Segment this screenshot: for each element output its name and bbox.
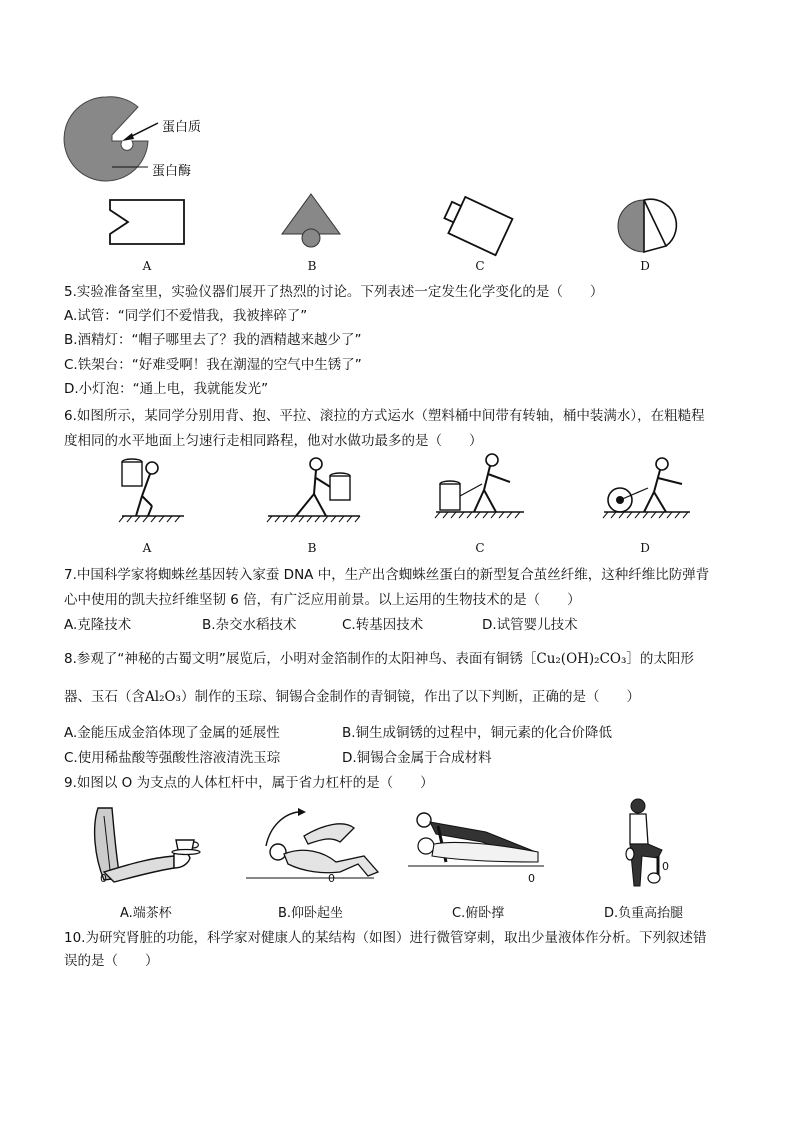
q9-caption-c: C.俯卧撑: [452, 906, 505, 921]
q8-options-row1: [64, 724, 612, 742]
q7-options: [64, 616, 578, 634]
drag-flat-figure: [436, 454, 526, 526]
q8-option-d: D.铜锡合金属于合成材料: [342, 750, 492, 766]
q8-stem-line1: [64, 650, 694, 668]
shape-label-a: A: [142, 259, 152, 273]
q9-caption-d: D.负重高抬腿: [604, 906, 684, 921]
shape-option-c: [440, 192, 520, 262]
pivot-label-b: 0: [328, 872, 335, 885]
q8-option-a: A.金能压成金箔体现了金属的延展性: [64, 725, 280, 741]
q8-stem-line2: [64, 688, 640, 706]
pivot-label-c: 0: [528, 872, 535, 885]
shape-label-c: C: [475, 259, 485, 273]
q10-stem-line2: 误的是（ ）: [64, 953, 159, 969]
q8-stem-line1-post: ］的太阳形: [626, 651, 694, 667]
shape-label-d: D: [640, 259, 650, 273]
lever-arm-cup-figure: [90, 806, 220, 886]
q5-stem: 5.实验准备室里，实验仪器们展开了热烈的讨论。下列表述一定发生化学变化的是（ ）: [64, 284, 604, 300]
shape-option-d: [616, 196, 676, 256]
lever-highknee-figure: [618, 796, 678, 896]
q6-label-d: D: [640, 541, 650, 555]
carry-hold-figure: [266, 456, 366, 528]
q7-stem-line1: 7.中国科学家将蜘蛛丝基因转入家蚕 DNA 中，生产出含蜘蛛丝蛋白的新型复合茧丝纤维，这种纤维比防弹背: [64, 567, 710, 583]
q8-stem-line1-pre: 8.参观了“神秘的古蜀文明”展览后，小明对金箔制作的太阳神鸟、表面有铜锈［: [64, 651, 537, 667]
q7-option-c: C.转基因技术: [342, 617, 424, 633]
q6-label-a: A: [142, 541, 152, 555]
pivot-label-a: 0: [100, 872, 107, 885]
q9-caption-a: A.端茶杯: [120, 906, 172, 921]
q8-formula-copper-rust: Cu₂(OH)₂CO₃: [536, 651, 627, 667]
q5-option-a: A.试管：“同学们不爱惜我，我被摔碎了”: [64, 308, 308, 324]
q8-stem-line2-post: ）制作的玉琮、铜锡合金制作的青铜镜，作出了以下判断，正确的是（ ）: [180, 689, 640, 705]
q6-label-c: C: [475, 541, 485, 555]
q9-caption-b: B.仰卧起坐: [278, 906, 344, 921]
q8-options-row2: [64, 749, 492, 767]
carry-back-figure: [118, 456, 188, 526]
q7-option-d: D.试管婴儿技术: [482, 617, 578, 633]
lever-pushup-figure: [406, 806, 546, 886]
shape-option-a: [108, 198, 188, 248]
q6-label-b: B: [307, 541, 317, 555]
q5-option-b: B.酒精灯：“帽子哪里去了？我的酒精越来越少了”: [64, 332, 362, 348]
pivot-label-d: 0: [662, 860, 669, 873]
protein-label: 蛋白质: [162, 120, 202, 135]
q5-option-d: D.小灯泡：“通上电，我就能发光”: [64, 381, 269, 397]
q8-formula-alumina: Al₂O₃: [145, 689, 181, 705]
lever-situp-figure: [244, 806, 384, 886]
shape-label-b: B: [307, 259, 317, 273]
enzyme-label: 蛋白酶: [152, 164, 192, 179]
q5-option-c: C.铁架台：“好难受啊！我在潮湿的空气中生锈了”: [64, 357, 362, 373]
q7-stem-line2: 心中使用的凯夫拉纤维坚韧 6 倍，有广泛应用前景。以上运用的生物技术的是（ ）: [64, 592, 581, 608]
q8-option-b: B.铜生成铜锈的过程中，铜元素的化合价降低: [342, 725, 613, 741]
q8-stem-line2-pre: 器、玉石（含: [64, 689, 145, 705]
q10-stem-line1: 10.为研究肾脏的功能，科学家对健康人的某结构（如图）进行微管穿刺，取出少量液体作分析。下列叙述错: [64, 930, 707, 946]
q6-stem-line2: 度相同的水平地面上匀速行走相同路程，他对水做功最多的是（ ）: [64, 433, 483, 449]
q9-stem: 9.如图以 O 为支点的人体杠杆中，属于省力杠杆的是（ ）: [64, 775, 434, 791]
q8-option-c: C.使用稀盐酸等强酸性溶液清洗玉琮: [64, 750, 281, 766]
roll-pull-figure: [604, 456, 694, 528]
q7-option-a: A.克隆技术: [64, 617, 132, 633]
q6-stem-line1: 6.如图所示，某同学分别用背、抱、平拉、滚拉的方式运水（塑料桶中间带有转轴，桶中装满水），在粗糙程: [64, 408, 705, 424]
q7-option-b: B.杂交水稻技术: [202, 617, 297, 633]
shape-option-b: [276, 192, 346, 252]
